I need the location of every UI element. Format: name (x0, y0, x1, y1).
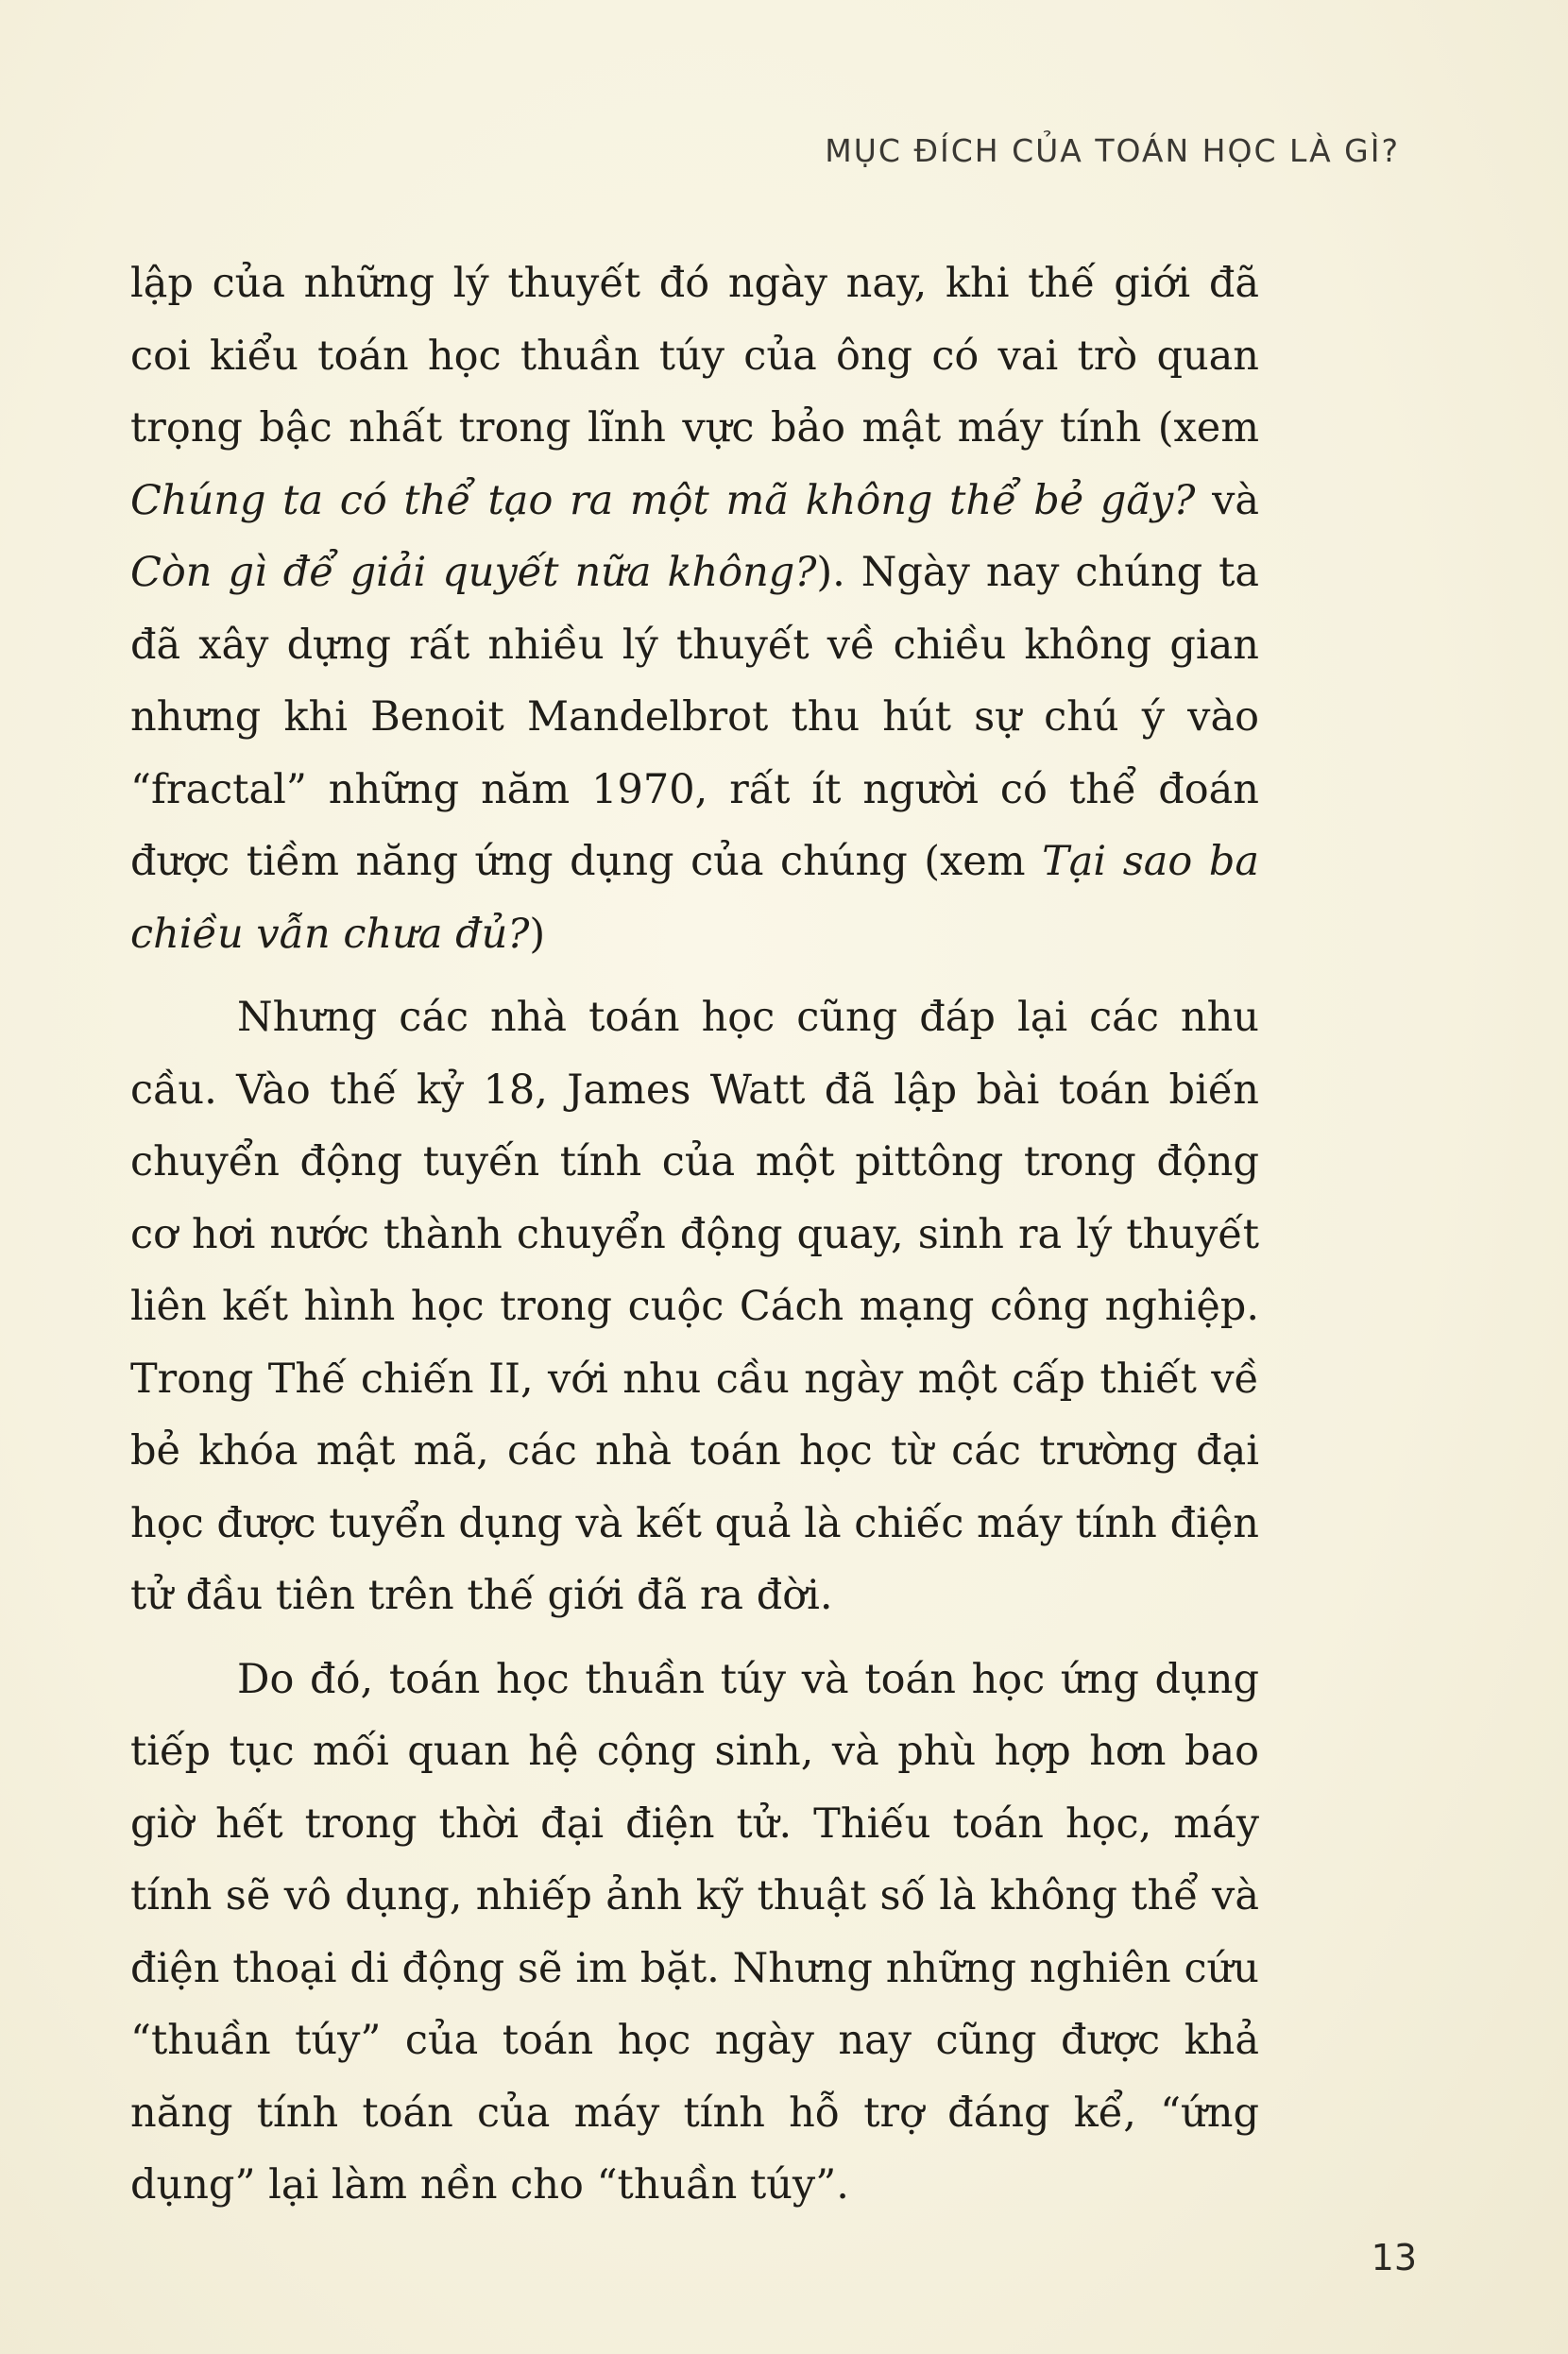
paragraph-3: Do đó, toán học thuần túy và toán học ứng dụng tiếp tục mối quan hệ cộng sinh, và phù hợp hơn bao giờ hết trong thời đại điện tử. Thiếu toán học, máy tính sẽ vô dụng, nhiếp ảnh kỹ thuật số là không thể và điện thoại di động sẽ im bặt. Nhưng những nghiên cứu “thuần túy” của toán học ngày nay cũng được khả năng tính toán của máy tính hỗ trợ đáng kể, “ứng dụng” lại làm nền cho “thuần túy”. (130, 1655, 1259, 2209)
page-number: 13 (1371, 2237, 1417, 2278)
paragraph-1 (130, 247, 1259, 970)
body-text (130, 247, 1259, 2222)
paragraph-2: Nhưng các nhà toán học cũng đáp lại các nhu cầu. Vào thế kỷ 18, James Watt đã lập bài toán biến chuyển động tuyến tính của một pittông trong động cơ hơi nước thành chuyển động quay, sinh ra lý thuyết liên kết hình học trong cuộc Cách mạng công nghiệp. Trong Thế chiến II, với nhu cầu ngày một cấp thiết về bẻ khóa mật mã, các nhà toán học từ các trường đại học được tuyển dụng và kết quả là chiếc máy tính điện tử đầu tiên trên thế giới đã ra đời. (130, 994, 1259, 1619)
paragraph-1-text-c: ). Ngày nay chúng ta đã xây dựng rất nhiều lý thuyết về chiều không gian nhưng khi Benoit Mandelbrot thu hút sự chú ý vào “fractal” những năm 1970, rất ít người có thể đoán được tiềm năng ứng dụng của chúng (xem (130, 549, 1259, 885)
paragraph-1-text-d: ) (529, 910, 546, 958)
cross-reference-unbreakable-code: Chúng ta có thể tạo ra một mã không thể bẻ gãy? (130, 476, 1196, 524)
running-header: MỤC ĐÍCH CỦA TOÁN HỌC LÀ GÌ? (825, 132, 1400, 169)
cross-reference-anything-left: Còn gì để giải quyết nữa không? (130, 549, 817, 596)
cross-reference-three-dimensions: Tại sao ba chiều vẫn chưa đủ? (130, 838, 1259, 958)
paragraph-1-text-a: lập của những lý thuyết đó ngày nay, khi thế giới đã coi kiểu toán học thuần túy của ông có vai trò quan trọng bậc nhất trong lĩnh vực bảo mật máy tính (xem (130, 260, 1259, 452)
paragraph-1-text-b: và (1195, 476, 1259, 524)
